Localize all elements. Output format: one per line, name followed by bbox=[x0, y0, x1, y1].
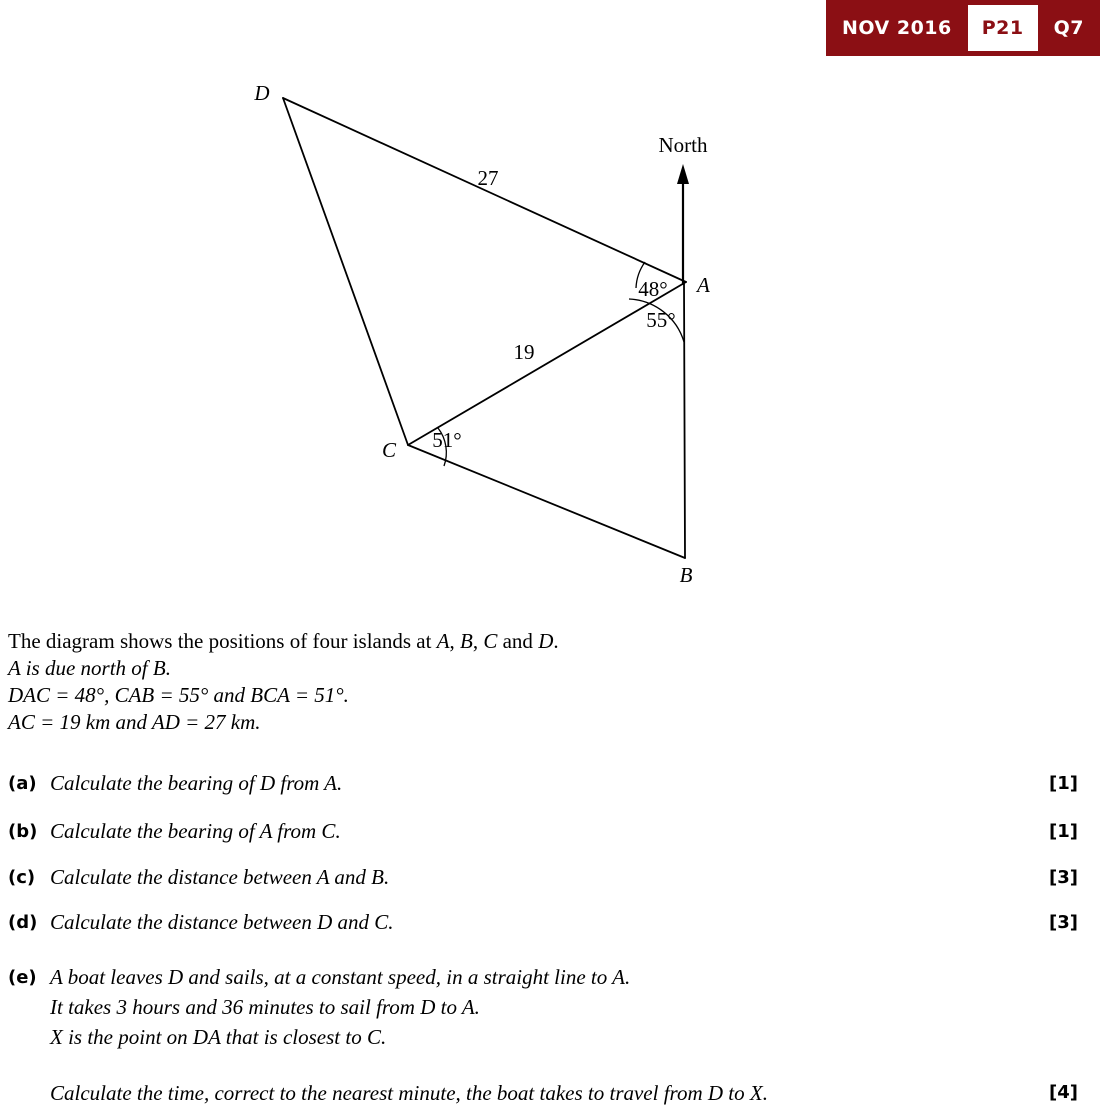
side-label-DA: 27 bbox=[477, 166, 499, 190]
side-label-CA: 19 bbox=[513, 340, 535, 364]
question-part-e bbox=[0, 962, 1100, 1108]
part-tag-e: (e) bbox=[8, 967, 37, 988]
stem-line-3: DAC = 48°, CAB = 55° and BCA = 51°. bbox=[8, 683, 349, 707]
part-text-b: Calculate the bearing of A from C. bbox=[50, 819, 341, 843]
angle-label-51: 51° bbox=[432, 428, 462, 452]
question-part-a bbox=[0, 768, 1100, 799]
diagram-svg bbox=[0, 60, 1100, 620]
vertex-label-C: C bbox=[381, 438, 397, 462]
question-part-d bbox=[0, 907, 1100, 938]
part-marks-d: [3] bbox=[1049, 912, 1078, 933]
part-e-line-3: X is the point on DA that is closest to C. bbox=[50, 1025, 387, 1049]
part-text-d: Calculate the distance between D and C. bbox=[50, 910, 394, 934]
stem-line-2: A is due north of B. bbox=[8, 656, 171, 680]
part-tag-b: (b) bbox=[8, 821, 38, 842]
badge-session: NOV 2016 bbox=[842, 17, 952, 39]
north-label: North bbox=[658, 133, 708, 157]
paper-reference-badge bbox=[826, 0, 1100, 56]
geometry-diagram bbox=[0, 60, 1100, 620]
north-arrow-icon bbox=[677, 164, 689, 285]
part-text-c: Calculate the distance between A and B. bbox=[50, 865, 390, 889]
part-tag-a: (a) bbox=[8, 773, 37, 794]
part-marks-a: [1] bbox=[1049, 773, 1078, 794]
badge-paper: P21 bbox=[968, 5, 1038, 51]
part-tag-c: (c) bbox=[8, 867, 36, 888]
part-e-line-4: Calculate the time, correct to the nearest minute, the boat takes to travel from D to X. bbox=[50, 1081, 768, 1105]
question-parts bbox=[0, 768, 1100, 1108]
question-stem bbox=[8, 628, 1088, 736]
badge-question: Q7 bbox=[1053, 17, 1084, 39]
part-tag-d: (d) bbox=[8, 912, 38, 933]
stem-line-4: AC = 19 km and AD = 27 km. bbox=[8, 710, 261, 734]
vertex-label-B: B bbox=[679, 563, 693, 587]
part-e-gap bbox=[50, 1052, 1049, 1078]
part-text-a: Calculate the bearing of D from A. bbox=[50, 771, 343, 795]
stem-line-1: The diagram shows the positions of four islands at A, B, C and D. bbox=[8, 629, 559, 653]
angle-label-48: 48° bbox=[638, 277, 668, 301]
question-part-b bbox=[0, 816, 1100, 847]
part-marks-e: [4] bbox=[1049, 1082, 1078, 1103]
vertex-label-D: D bbox=[254, 81, 270, 105]
part-marks-c: [3] bbox=[1049, 867, 1078, 888]
part-marks-b: [1] bbox=[1049, 821, 1078, 842]
part-text-e bbox=[50, 962, 1049, 1108]
vertex-label-A: A bbox=[697, 273, 710, 297]
question-part-c bbox=[0, 862, 1100, 893]
angle-label-55: 55° bbox=[646, 308, 676, 332]
part-e-line-2: It takes 3 hours and 36 minutes to sail from D to A. bbox=[50, 995, 480, 1019]
part-e-line-1: A boat leaves D and sails, at a constant speed, in a straight line to A. bbox=[50, 965, 631, 989]
